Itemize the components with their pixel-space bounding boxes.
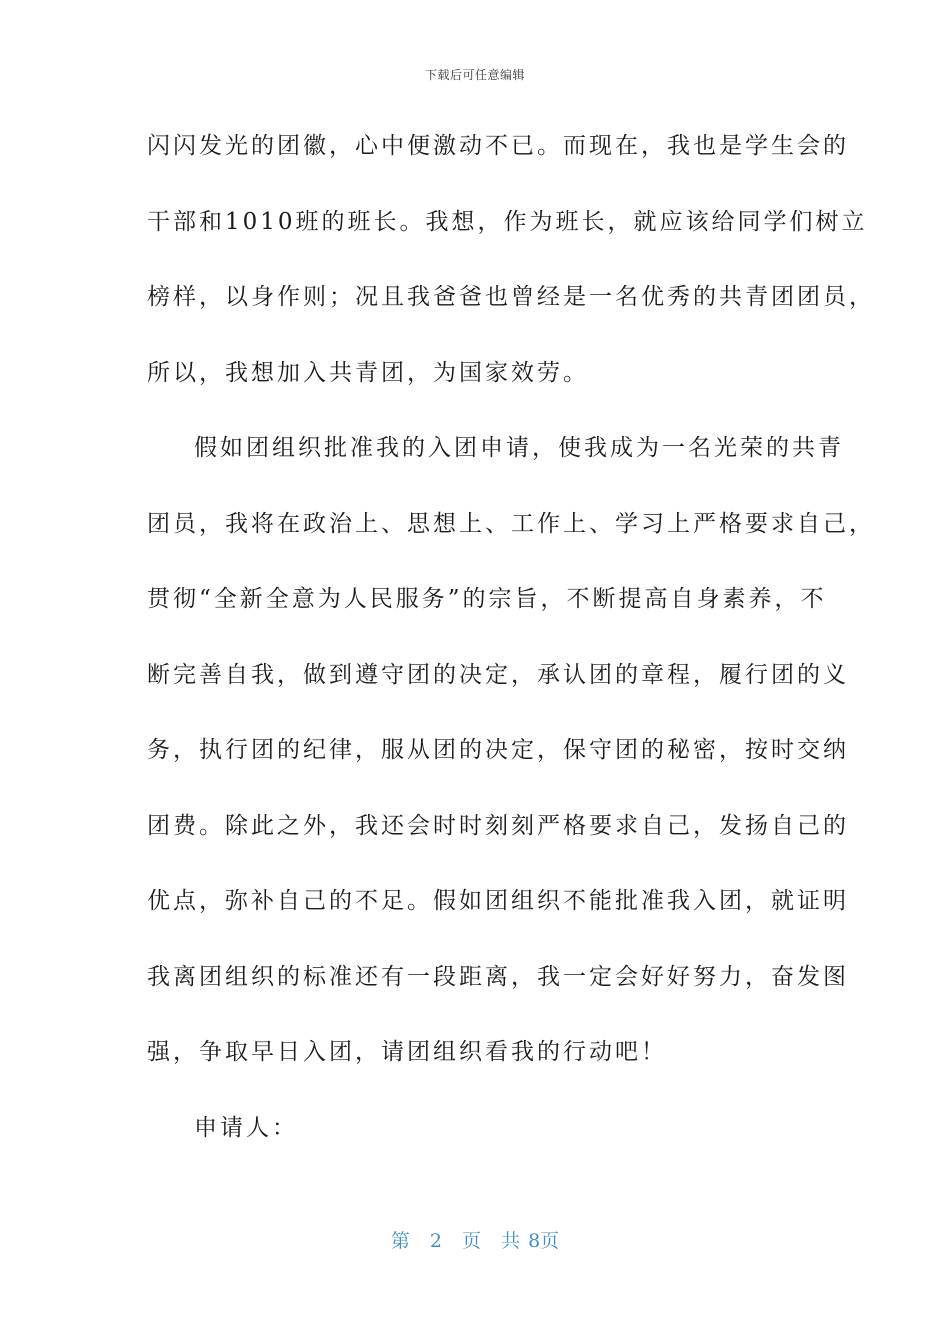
body-line: 务，执行团的纪律，服从团的决定，保守团的秘密，按时交纳 (147, 737, 849, 763)
footer-prefix: 第 (390, 1230, 410, 1252)
footer-total-prefix: 共 (501, 1230, 521, 1252)
body-line: 闪闪发光的团徽，心中便激动不已。而现在，我也是学生会的 (147, 133, 849, 159)
body-line: 团费。除此之外，我还会时时刻刻严格要求自己，发扬自己的 (147, 812, 849, 839)
body-line: 榜样，以身作则；况且我爸爸也曾经是一名优秀的共青团团员， (147, 284, 875, 310)
body-line: 断完善自我，做到遵守团的决定，承认团的章程，履行团的义 (147, 661, 849, 688)
footer-total-pages: 8页 (528, 1230, 560, 1252)
body-line: 干部和1010班的班长。我想，作为班长，就应该给同学们树立 (147, 208, 868, 235)
footer-current-page: 2 (429, 1230, 442, 1252)
footer-page-word: 页 (462, 1230, 482, 1252)
body-line: 优点，弥补自己的不足。假如团组织不能批准我入团，就证明 (147, 888, 849, 914)
paragraph-start-line: 假如团组织批准我的入团申请，使我成为一名光荣的共青 (194, 435, 844, 461)
body-line: 强，争取早日入团，请团组织看我的行动吧！ (147, 1039, 667, 1065)
body-line: 所以，我想加入共青团，为国家效劳。 (147, 359, 589, 386)
body-line: 团员，我将在政治上、思想上、工作上、学习上严格要求自己， (147, 510, 875, 537)
page-header: 下载后可任意编辑 (424, 68, 525, 82)
applicant-line: 申请人： (194, 1114, 298, 1141)
page-footer (0, 1226, 950, 1253)
document-body (147, 128, 875, 1185)
body-line: 我离团组织的标准还有一段距离，我一定会好好努力，奋发图 (147, 963, 849, 990)
body-line: 贯彻“全新全意为人民服务”的宗旨，不断提高自身素养，不 (147, 586, 827, 612)
